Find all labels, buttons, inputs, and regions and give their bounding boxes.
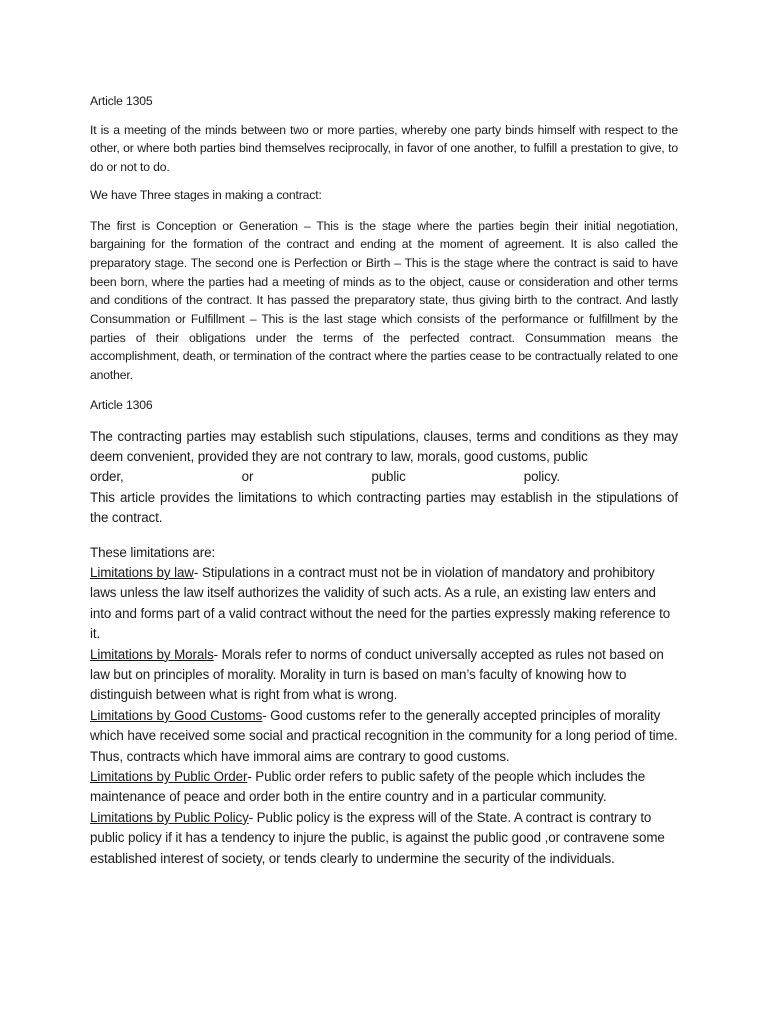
last-line-word: public <box>371 469 406 485</box>
limitation-public-policy <box>90 808 678 869</box>
stages-intro: We have Three stages in making a contract: <box>90 187 322 202</box>
limitation-law <box>90 563 678 645</box>
article-1306-paragraph: The contracting parties may establish such stipulations, clauses, terms and conditions as they may deem convenient, provided they are not contrary to law, morals, good customs, public <box>90 428 678 464</box>
limitation-title: Limitations by Public Policy <box>90 809 249 825</box>
article-1305-heading: Article 1305 <box>90 94 153 108</box>
limitation-text: - Public policy is the express will of the State. A contract is contrary to public policy if it has a tendency to injure the public, is against the public good ,or contravene some established interest of society, or tends clearly to undermine the security of the individuals. <box>90 809 665 866</box>
limitation-text: - Good customs refer to the generally accepted principles of morality which have received some social and practical recognition in the community for a long period of time. Thus, contracts which have immoral aims are contrary to good customs. <box>90 707 678 764</box>
limitations-section <box>90 543 678 870</box>
stages-paragraph: The first is Conception or Generation – This is the stage where the parties begin their initial negotiation, bargaining for the formation of the contract and ending at the moment of agreement. It is also called the preparatory stage. The second one is Perfection or Birth – This is the stage where the contract is said to have been born, where the parties had a meeting of minds as to the object, cause or consideration and other terms and conditions of the contract. It has passed the preparatory state, thus giving birth to the contract. And lastly Consummation or Fulfillment – This is the last stage which consists of the performance or fulfillment by the parties of their obligations under the terms of the perfected contract. Consummation means the accomplishment, death, or termination of the contract where the parties cease to be contractually related to one another. <box>90 218 678 383</box>
limitation-good-customs <box>90 706 678 767</box>
last-line-word: policy. <box>523 469 560 485</box>
limitation-text: - Stipulations in a contract must not be in violation of mandatory and prohibitory laws unless the law itself authorizes the validity of such acts. As a rule, an existing law enters and into and forms part of a valid contract without the need for the parties expressly making reference to it. <box>90 564 671 642</box>
limitation-text: - Morals refer to norms of conduct universally accepted as rules not based on law but on principles of morality. Morality in turn is based on man’s faculty of knowing how to distinguish between what is right from what is wrong. <box>90 646 664 703</box>
article-1306-last-line <box>90 467 678 487</box>
last-line-word: order, <box>90 469 124 485</box>
document-page <box>90 92 678 869</box>
limitation-title: Limitations by Morals <box>90 646 214 662</box>
article-1306-heading: Article 1306 <box>90 397 153 412</box>
limitation-title: Limitations by Good Customs <box>90 707 263 723</box>
last-line-word: or <box>241 469 254 485</box>
limitation-morals <box>90 645 678 706</box>
limitation-public-order <box>90 767 678 808</box>
provides-paragraph: This article provides the limitations to which contracting parties may establish in the stipulations of the contract. <box>90 489 678 526</box>
article-1306-block <box>90 427 678 529</box>
article-1305-paragraph: It is a meeting of the minds between two or more parties, whereby one party binds himself with respect to the other, or where both parties bind themselves reciprocally, in favor of one another, to fulfill a prestation to give, to do or not to do. <box>90 122 678 175</box>
limitation-title: Limitations by Public Order <box>90 769 248 785</box>
limitation-title: Limitations by law <box>90 564 194 580</box>
limitations-intro: These limitations are: <box>90 544 216 560</box>
limitation-text: - Public order refers to public safety of the people which includes the maintenance of peace and order both in the entire country and in a particular community. <box>90 769 646 805</box>
